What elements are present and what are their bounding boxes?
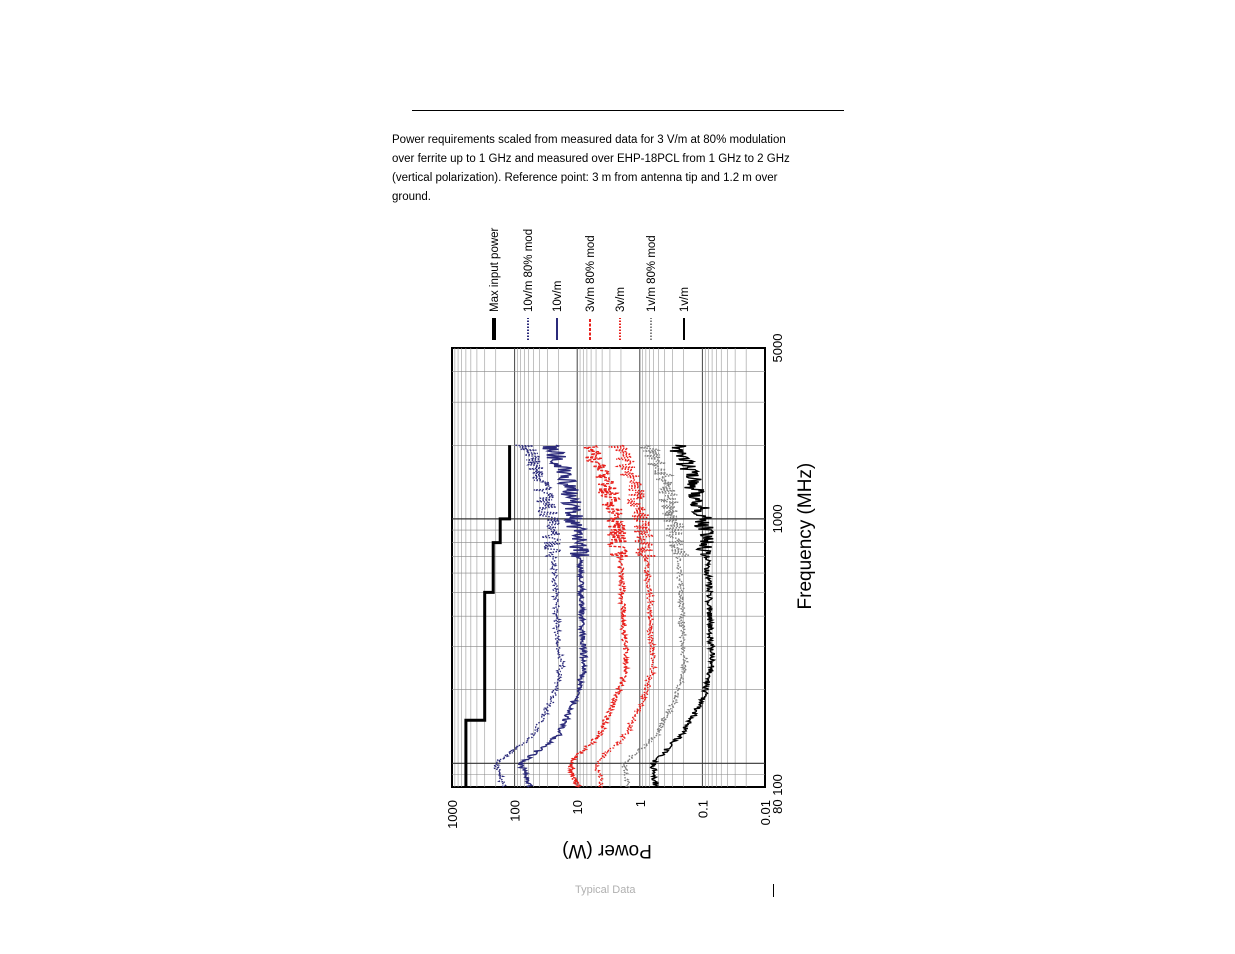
legend-label: 10v/m 80% mod xyxy=(523,228,535,312)
frequency-tick-label: 80 100 xyxy=(770,774,785,814)
power-tick-label: 0.1 xyxy=(695,800,711,819)
power-tick-label: 10 xyxy=(570,800,586,815)
plot-frame xyxy=(452,348,765,787)
legend-label: 1v/m 80% mod xyxy=(646,235,658,312)
legend-label: 3v/m 80% mod xyxy=(585,235,597,312)
frequency-tick-label: 5000 xyxy=(770,333,785,363)
footer-separator xyxy=(773,884,774,897)
intro-line: Power requirements scaled from measured data for 3 V/m at 80% modulation xyxy=(392,134,786,146)
frequency-tick-label: 1000 xyxy=(770,504,785,534)
x-axis-title: Frequency (MHz) xyxy=(795,462,816,610)
y-axis-title: Power (W) xyxy=(562,840,652,861)
legend-label: 10v/m xyxy=(552,280,564,312)
legend-label: 3v/m xyxy=(615,287,627,312)
power-tick-label: 1 xyxy=(632,800,648,808)
intro-line: over ferrite up to 1 GHz and measured over EHP-18PCL from 1 GHz to 2 GHz xyxy=(392,153,790,165)
intro-line: ground. xyxy=(392,191,432,203)
intro-line: (vertical polarization). Reference point: 3 m from antenna tip and 1.2 m over xyxy=(392,172,778,184)
power-tick-label: 0.01 xyxy=(758,800,773,826)
footer-label: Typical Data xyxy=(575,884,636,896)
power-tick-label: 1000 xyxy=(445,800,460,829)
power-tick-label: 100 xyxy=(507,800,523,822)
legend-label: Max input power xyxy=(489,227,501,312)
legend-label: 1v/m xyxy=(679,287,691,312)
